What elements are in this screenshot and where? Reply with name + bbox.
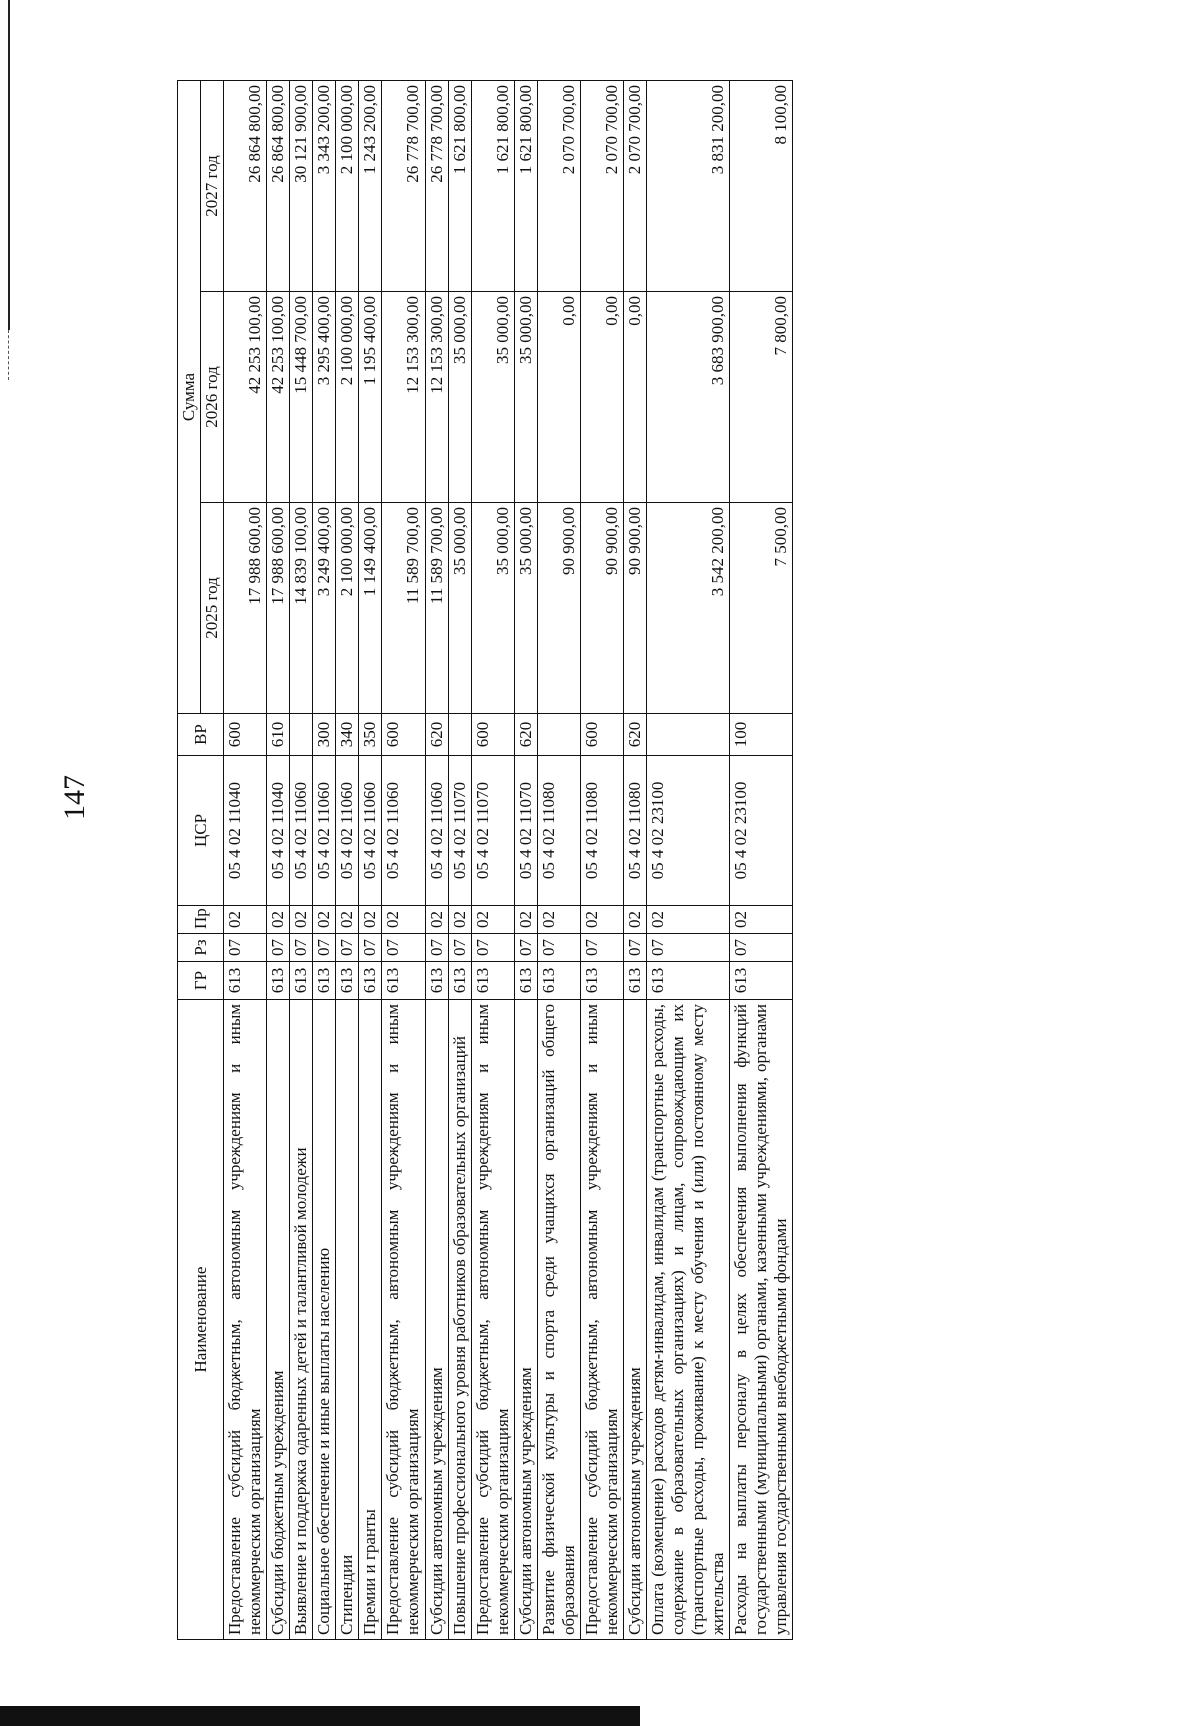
cell-rz: 07 — [646, 934, 729, 962]
cell-2027: 26 864 800,00 — [224, 81, 267, 292]
cell-rz: 07 — [623, 934, 646, 962]
cell-2027: 26 864 800,00 — [267, 81, 290, 292]
cell-csr: 05 4 02 23100 — [646, 756, 729, 906]
cell-2027: 1 621 800,00 — [471, 81, 514, 292]
cell-gr: 613 — [730, 962, 793, 1000]
cell-2025: 1 149 400,00 — [359, 503, 382, 714]
cell-2027: 30 121 900,00 — [290, 81, 313, 292]
cell-rz: 07 — [267, 934, 290, 962]
cell-name: Субсидии автономным учреждениям — [623, 1000, 646, 1640]
cell-vr: 350 — [359, 714, 382, 756]
cell-csr: 05 4 02 11060 — [425, 756, 448, 906]
header-gr: ГР — [178, 962, 224, 1000]
cell-rz: 07 — [290, 934, 313, 962]
cell-2027: 3 831 200,00 — [646, 81, 729, 292]
cell-2026: 1 195 400,00 — [359, 292, 382, 503]
table-row — [425, 81, 448, 1640]
header-vr: ВР — [178, 714, 224, 756]
cell-pr: 02 — [313, 906, 336, 934]
table-row — [313, 81, 336, 1640]
cell-2025: 3 249 400,00 — [313, 503, 336, 714]
cell-pr: 02 — [537, 906, 580, 934]
cell-name: Субсидии автономным учреждениям — [425, 1000, 448, 1640]
cell-name: Предоставление субсидий бюджетным, автономным учреждениям и иным некоммерческим организациям — [224, 1000, 267, 1640]
cell-rz: 07 — [514, 934, 537, 962]
cell-name: Субсидии автономным учреждениям — [514, 1000, 537, 1640]
cell-vr: 340 — [336, 714, 359, 756]
cell-vr: 620 — [425, 714, 448, 756]
cell-2025: 35 000,00 — [448, 503, 471, 714]
cell-2027: 1 621 800,00 — [514, 81, 537, 292]
table-row — [537, 81, 580, 1640]
cell-gr: 613 — [336, 962, 359, 1000]
cell-vr — [290, 714, 313, 756]
cell-name: Предоставление субсидий бюджетным, автономным учреждениям и иным некоммерческим организациям — [580, 1000, 623, 1640]
cell-pr: 02 — [382, 906, 425, 934]
table-row — [623, 81, 646, 1640]
table-row — [448, 81, 471, 1640]
cell-rz: 07 — [471, 934, 514, 962]
cell-csr: 05 4 02 23100 — [730, 756, 793, 906]
cell-rz: 07 — [448, 934, 471, 962]
cell-name: Предоставление субсидий бюджетным, автономным учреждениям и иным некоммерческим организациям — [382, 1000, 425, 1640]
cell-gr: 613 — [425, 962, 448, 1000]
cell-vr: 620 — [514, 714, 537, 756]
cell-2025: 11 589 700,00 — [382, 503, 425, 714]
cell-pr: 02 — [336, 906, 359, 934]
cell-pr: 02 — [730, 906, 793, 934]
table-header — [178, 81, 224, 1640]
cell-2027: 3 343 200,00 — [313, 81, 336, 292]
table-row — [514, 81, 537, 1640]
cell-gr: 613 — [514, 962, 537, 1000]
cell-vr: 600 — [471, 714, 514, 756]
cell-2025: 90 900,00 — [580, 503, 623, 714]
cell-2027: 2 070 700,00 — [623, 81, 646, 292]
cell-name: Предоставление субсидий бюджетным, автономным учреждениям и иным некоммерческим организациям — [471, 1000, 514, 1640]
table-row — [336, 81, 359, 1640]
table-body — [224, 81, 793, 1640]
cell-name: Повышение профессионального уровня работников образовательных организаций — [448, 1000, 471, 1640]
cell-gr: 613 — [359, 962, 382, 1000]
cell-2026: 35 000,00 — [448, 292, 471, 503]
cell-csr: 05 4 02 11040 — [267, 756, 290, 906]
table-row — [290, 81, 313, 1640]
cell-csr: 05 4 02 11060 — [382, 756, 425, 906]
cell-2025: 7 500,00 — [730, 503, 793, 714]
table-row — [646, 81, 729, 1640]
cell-csr: 05 4 02 11040 — [224, 756, 267, 906]
cell-2026: 3 683 900,00 — [646, 292, 729, 503]
header-name: Наименование — [178, 1000, 224, 1640]
cell-name: Субсидии бюджетным учреждениям — [267, 1000, 290, 1640]
cell-name: Оплата (возмещение) расходов детям-инвалидам, инвалидам (транспортные расходы, содержание в образовательных организациях) и лицам, сопровождающим их (транспортные расходы, проживание) к месту обучения и (или) постоянному месту жительства — [646, 1000, 729, 1640]
cell-vr: 100 — [730, 714, 793, 756]
cell-2026: 0,00 — [580, 292, 623, 503]
cell-2027: 1 621 800,00 — [448, 81, 471, 292]
cell-pr: 02 — [267, 906, 290, 934]
cell-2026: 42 253 100,00 — [267, 292, 290, 503]
cell-pr: 02 — [514, 906, 537, 934]
cell-gr: 613 — [382, 962, 425, 1000]
cell-2027: 2 070 700,00 — [537, 81, 580, 292]
cell-2025: 3 542 200,00 — [646, 503, 729, 714]
scan-edge-line — [8, 0, 10, 330]
cell-rz: 07 — [425, 934, 448, 962]
table-row — [267, 81, 290, 1640]
cell-vr: 620 — [623, 714, 646, 756]
cell-gr: 613 — [646, 962, 729, 1000]
cell-rz: 07 — [359, 934, 382, 962]
cell-2025: 90 900,00 — [623, 503, 646, 714]
cell-gr: 613 — [471, 962, 514, 1000]
cell-2026: 12 153 300,00 — [425, 292, 448, 503]
cell-pr: 02 — [425, 906, 448, 934]
cell-pr: 02 — [623, 906, 646, 934]
cell-2025: 11 589 700,00 — [425, 503, 448, 714]
cell-gr: 613 — [448, 962, 471, 1000]
cell-2025: 14 839 100,00 — [290, 503, 313, 714]
cell-gr: 613 — [580, 962, 623, 1000]
budget-table — [177, 80, 793, 1640]
cell-csr: 05 4 02 11080 — [537, 756, 580, 906]
page-number: 147 — [58, 775, 91, 820]
cell-rz: 07 — [537, 934, 580, 962]
cell-2027: 8 100,00 — [730, 81, 793, 292]
cell-name: Стипендии — [336, 1000, 359, 1640]
table-row — [359, 81, 382, 1640]
cell-csr: 05 4 02 11060 — [313, 756, 336, 906]
cell-2025: 35 000,00 — [514, 503, 537, 714]
cell-2027: 2 070 700,00 — [580, 81, 623, 292]
cell-2025: 2 100 000,00 — [336, 503, 359, 714]
cell-2026: 0,00 — [623, 292, 646, 503]
cell-2026: 0,00 — [537, 292, 580, 503]
cell-csr: 05 4 02 11080 — [580, 756, 623, 906]
cell-gr: 613 — [290, 962, 313, 1000]
cell-2027: 1 243 200,00 — [359, 81, 382, 292]
scan-bottom-edge — [0, 1706, 640, 1726]
cell-2026: 12 153 300,00 — [382, 292, 425, 503]
cell-pr: 02 — [359, 906, 382, 934]
cell-gr: 613 — [267, 962, 290, 1000]
cell-rz: 07 — [336, 934, 359, 962]
cell-csr: 05 4 02 11060 — [336, 756, 359, 906]
cell-gr: 613 — [537, 962, 580, 1000]
cell-2026: 3 295 400,00 — [313, 292, 336, 503]
cell-rz: 07 — [382, 934, 425, 962]
cell-2026: 7 800,00 — [730, 292, 793, 503]
cell-name: Развитие физической культуры и спорта среди учащихся организаций общего образования — [537, 1000, 580, 1640]
cell-vr: 300 — [313, 714, 336, 756]
cell-2026: 42 253 100,00 — [224, 292, 267, 503]
cell-2026: 35 000,00 — [514, 292, 537, 503]
cell-2026: 35 000,00 — [471, 292, 514, 503]
table-row — [471, 81, 514, 1640]
table-row — [730, 81, 793, 1640]
cell-csr: 05 4 02 11070 — [514, 756, 537, 906]
cell-2027: 26 778 700,00 — [425, 81, 448, 292]
cell-csr: 05 4 02 11060 — [290, 756, 313, 906]
cell-2027: 2 100 000,00 — [336, 81, 359, 292]
cell-2025: 17 988 600,00 — [224, 503, 267, 714]
cell-rz: 07 — [224, 934, 267, 962]
table-row — [382, 81, 425, 1640]
cell-2026: 2 100 000,00 — [336, 292, 359, 503]
table-row — [580, 81, 623, 1640]
cell-csr: 05 4 02 11070 — [471, 756, 514, 906]
cell-vr: 610 — [267, 714, 290, 756]
cell-2025: 17 988 600,00 — [267, 503, 290, 714]
header-rz: Рз — [178, 934, 224, 962]
cell-pr: 02 — [224, 906, 267, 934]
cell-2027: 26 778 700,00 — [382, 81, 425, 292]
cell-csr: 05 4 02 11060 — [359, 756, 382, 906]
cell-csr: 05 4 02 11080 — [623, 756, 646, 906]
cell-2026: 15 448 700,00 — [290, 292, 313, 503]
header-sum: Сумма — [178, 81, 201, 714]
cell-pr: 02 — [471, 906, 514, 934]
cell-2025: 90 900,00 — [537, 503, 580, 714]
cell-name: Расходы на выплаты персоналу в целях обеспечения выполнения функций государственными (муниципальными) органами, казенными учреждениями, органами управления государственными внебюджетными фондами — [730, 1000, 793, 1640]
header-2027: 2027 год — [201, 81, 224, 292]
cell-name: Социальное обеспечение и иные выплаты населению — [313, 1000, 336, 1640]
cell-vr: 600 — [580, 714, 623, 756]
header-csr: ЦСР — [178, 756, 224, 906]
cell-name: Премии и гранты — [359, 1000, 382, 1640]
cell-name: Выявление и поддержка одаренных детей и талантливой молодежи — [290, 1000, 313, 1640]
cell-gr: 613 — [313, 962, 336, 1000]
cell-pr: 02 — [290, 906, 313, 934]
cell-vr: 600 — [382, 714, 425, 756]
cell-pr: 02 — [646, 906, 729, 934]
header-2025: 2025 год — [201, 503, 224, 714]
cell-rz: 07 — [730, 934, 793, 962]
cell-rz: 07 — [580, 934, 623, 962]
cell-vr: 600 — [224, 714, 267, 756]
rotated-page — [177, 80, 1037, 1640]
cell-rz: 07 — [313, 934, 336, 962]
scan-edge-dash — [8, 330, 10, 380]
cell-pr: 02 — [448, 906, 471, 934]
cell-vr — [646, 714, 729, 756]
cell-vr — [448, 714, 471, 756]
cell-gr: 613 — [224, 962, 267, 1000]
cell-vr — [537, 714, 580, 756]
cell-csr: 05 4 02 11070 — [448, 756, 471, 906]
table-row — [224, 81, 267, 1640]
cell-2025: 35 000,00 — [471, 503, 514, 714]
cell-pr: 02 — [580, 906, 623, 934]
header-pr: Пр — [178, 906, 224, 934]
cell-gr: 613 — [623, 962, 646, 1000]
header-2026: 2026 год — [201, 292, 224, 503]
